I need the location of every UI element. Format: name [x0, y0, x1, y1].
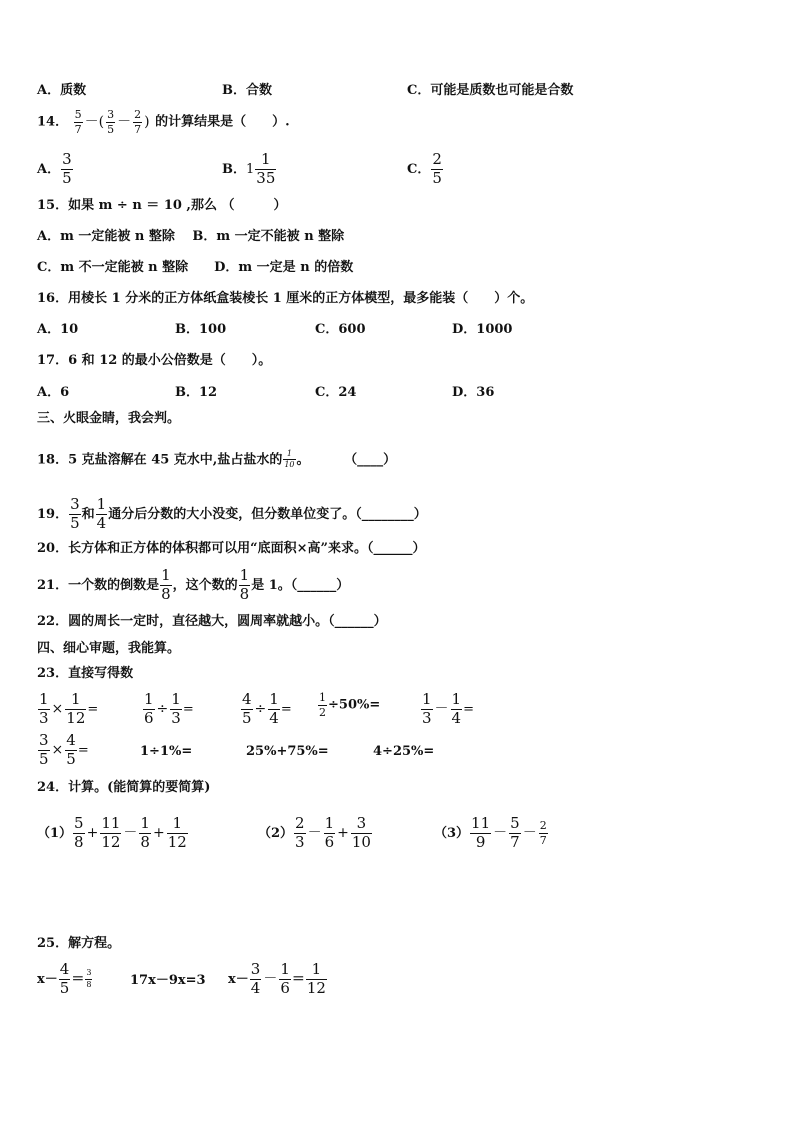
q15-stem: 15．如果 m ÷ n ＝ 10 ,那么 （ ） [37, 198, 287, 213]
q17-option-d: D．36 [452, 385, 495, 400]
fraction: $\frac{1}{10}$ [284, 449, 295, 470]
fraction: $\frac{3}{8}$ [86, 968, 92, 989]
q16-option-b: B．100 [175, 322, 227, 337]
section-3-heading: 三、火眼金睛，我会判。 [37, 411, 181, 426]
fraction: $\frac{1}{6}$ [324, 814, 335, 851]
q23-item: $\frac{1}{6}$ ÷ $\frac{1}{3}$ = [144, 690, 194, 727]
q24-part-1: （1） $\frac{5}{8}$ + $\frac{11}{12}$ － $\frac{1}{8}$ + $\frac{1}{12}$ [37, 814, 187, 851]
q16-option-d: D．1000 [452, 322, 513, 337]
q13-option-c: C．可能是质数也可能是合数 [407, 83, 574, 98]
q25-equation-1: x－ $\frac{4}{5}$ ＝ $\frac{3}{8}$ [37, 960, 92, 997]
fraction: $\frac{5}{8}$ [74, 814, 84, 851]
q17-option-b: B．12 [175, 385, 218, 400]
fraction: $\frac{1}{3}$ [171, 690, 181, 727]
q14-option-b: B．1 $\frac{1}{35}$ [222, 150, 276, 187]
fraction: $\frac{2}{3}$ [295, 814, 305, 851]
fraction: $\frac{11}{12}$ [101, 814, 121, 851]
fraction: $\frac{3}{4}$ [250, 960, 261, 997]
q23-item: $\frac{3}{5}$ × $\frac{4}{5}$ = [39, 731, 89, 768]
fraction: $\frac{1}{3}$ [422, 690, 432, 727]
q17-option-c: C．24 [315, 385, 357, 400]
q19-stem: 19． $\frac{3}{5}$ 和 $\frac{1}{4}$ 通分后分数的大小没变，但分数单位变了。（________） [37, 495, 427, 532]
q13-option-b: B．合数 [222, 83, 272, 98]
q23-item: 4÷25%= [373, 744, 435, 759]
fraction: $\frac{5}{7}$ [510, 814, 520, 851]
section-4-heading: 四、细心审题，我能算。 [37, 641, 181, 656]
fraction: $\frac{1}{4}$ [96, 495, 107, 532]
q18-answer-blank: （____） [344, 452, 397, 468]
fraction: $\frac{2}{5}$ [432, 150, 442, 187]
fraction: $\frac{1}{8}$ [161, 566, 171, 603]
fraction: $\frac{3}{5}$ [70, 495, 80, 532]
q15-options-cd: C．m 不一定能被 n 整除 D．m 一定是 n 的倍数 [37, 260, 354, 275]
q16-option-a: A．10 [37, 322, 79, 337]
q24-part-2: （2） $\frac{2}{3}$ － $\frac{1}{6}$ + $\frac{3}{10}$ [258, 814, 371, 851]
q22-stem: 22．圆的周长一定时，直径越大，圆周率就越小。（______） [37, 614, 387, 629]
q23-stem: 23．直接写得数 [37, 666, 134, 681]
q20-stem: 20．长方体和正方体的体积都可以用“底面积×高”来求。（______） [37, 541, 426, 556]
fraction: $\frac{3}{10}$ [351, 814, 371, 851]
fraction: $\frac{1}{12}$ [306, 960, 326, 997]
q14-suffix: 的计算结果是（ ）. [155, 114, 290, 130]
fraction: $\frac{4}{5}$ [242, 690, 252, 727]
fraction: $\frac{4}{5}$ [66, 731, 76, 768]
fraction: $\frac{2}{7}$ [539, 819, 547, 847]
fraction: $\frac{1}{12}$ [167, 814, 187, 851]
fraction: $\frac{3}{5}$ [62, 150, 72, 187]
fraction: $\frac{1}{6}$ [144, 690, 154, 727]
fraction: $\frac{1}{12}$ [66, 690, 86, 727]
fraction: $\frac{1}{2}$ [319, 691, 326, 719]
fraction: $\frac{11}{9}$ [471, 814, 491, 851]
q21-stem: 21．一个数的倒数是 $\frac{1}{8}$ ，这个数的 $\frac{1}{8}$ 是 1。（______） [37, 566, 350, 603]
fraction: $\frac{1}{8}$ [239, 566, 250, 603]
q23-item: $\frac{1}{3}$ － $\frac{1}{4}$ = [422, 690, 474, 727]
q14-option-a: A． $\frac{3}{5}$ [37, 150, 72, 187]
fraction: $\frac{1}{4}$ [451, 690, 462, 727]
fraction: $\frac{1}{8}$ [140, 814, 150, 851]
fraction: $\frac{3}{5}$ [39, 731, 49, 768]
fraction: $\frac{3}{5}$ [107, 108, 115, 136]
q14-number: 14． [37, 114, 69, 130]
q17-stem: 17．6 和 12 的最小公倍数是（ ）。 [37, 353, 272, 368]
fraction: $\frac{1}{35}$ [256, 150, 276, 187]
q24-part-3: （3） $\frac{11}{9}$ － $\frac{5}{7}$ － $\frac{2}{7}$ [434, 814, 547, 851]
q15-options-ab: A．m 一定能被 n 整除 B．m 一定不能被 n 整除 [37, 229, 345, 244]
q18-stem: 18．5 克盐溶解在 45 克水中,盐占盐水的 $\frac{1}{10}$ 。 （____） [37, 449, 397, 470]
q23-item: $\frac{1}{2}$ ÷50%= [319, 691, 381, 719]
q14-stem: 14． $\frac{5}{7}$ －( $\frac{3}{5}$ － $\frac{2}{7}$ ) 的计算结果是（ ）. [37, 108, 290, 136]
q13-option-a: A．质数 [37, 83, 87, 98]
q16-option-c: C．600 [315, 322, 366, 337]
q25-equation-2: 17x－9x=3 [130, 973, 206, 988]
q24-stem: 24．计算。(能简算的要简算) [37, 780, 211, 795]
q23-item: $\frac{1}{3}$ × $\frac{1}{12}$ = [39, 690, 99, 727]
q14-option-c: C． $\frac{2}{5}$ [407, 150, 442, 187]
q23-item: 1÷1%= [140, 744, 193, 759]
q23-item: 25%+75%= [246, 744, 329, 759]
fraction: $\frac{4}{5}$ [59, 960, 70, 997]
fraction: $\frac{5}{7}$ [74, 108, 82, 136]
q16-stem: 16．用棱长 1 分米的正方体纸盒装棱长 1 厘米的正方体模型，最多能装（ ）个。 [37, 291, 534, 306]
fraction: $\frac{1}{3}$ [39, 690, 49, 727]
fraction: $\frac{1}{4}$ [269, 690, 279, 727]
q25-equation-3: x－ $\frac{3}{4}$ － $\frac{1}{6}$ ＝ $\frac{1}{12}$ [228, 960, 326, 997]
q23-item: $\frac{4}{5}$ ÷ $\frac{1}{4}$ = [242, 690, 292, 727]
q17-option-a: A．6 [37, 385, 70, 400]
q25-stem: 25．解方程。 [37, 936, 121, 951]
fraction: $\frac{1}{6}$ [280, 960, 290, 997]
fraction: $\frac{2}{7}$ [134, 108, 142, 136]
